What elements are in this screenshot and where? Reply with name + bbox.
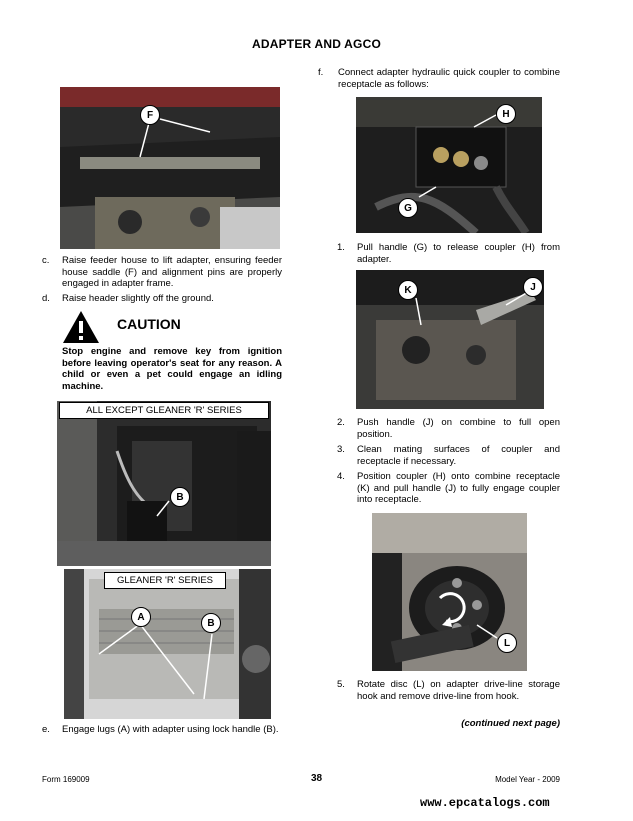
item-4-text: Position coupler (H) onto combine receptacle (K) and pull handle (J) to fully engage coupler into receptacle. [357,471,560,505]
receptacle-handle-illustration [356,270,544,409]
callout-b-top: B [170,487,190,507]
callout-j: J [523,277,543,297]
caution-body: Stop engine and remove key from ignition before leaving operator's seat for any reason. A child or even a pet could engage an idling machine. [62,346,282,392]
callout-k: K [398,280,418,300]
item-1-text: Pull handle (G) to release coupler (H) from adapter. [357,242,560,265]
form-number: Form 169009 [42,775,90,784]
combine-handle-photo [57,401,271,566]
hydraulic-coupler-photo [356,97,542,233]
warning-triangle-icon [62,310,100,344]
callout-a: A [131,607,151,627]
callout-b-bottom: B [201,613,221,633]
feeder-house-illustration [60,87,280,249]
feeder-house-photo [60,87,280,249]
step-e-marker: e. [42,724,50,735]
all-except-gleaner-r-label: ALL EXCEPT GLEANER 'R' SERIES [59,402,269,419]
step-d-marker: d. [42,293,50,304]
continued-next-page: (continued next page) [461,718,560,729]
callout-h: H [496,104,516,124]
model-year: Model Year - 2009 [495,775,560,784]
item-3-text: Clean mating surfaces of coupler and receptacle if necessary. [357,444,560,467]
step-c-marker: c. [42,255,50,266]
callout-l: L [497,633,517,653]
item-4-marker: 4. [337,471,345,482]
receptacle-handle-photo [356,270,544,409]
gleaner-r-illustration [64,569,271,719]
callout-f: F [140,105,160,125]
step-f-text: Connect adapter hydraulic quick coupler to combine receptacle as follows: [338,67,560,90]
step-f-marker: f. [318,67,324,78]
callout-g: G [398,198,418,218]
item-2-marker: 2. [337,417,345,428]
drive-line-disc-photo [372,513,527,671]
gleaner-r-label: GLEANER 'R' SERIES [104,572,226,589]
item-5-marker: 5. [337,679,345,690]
watermark-link[interactable]: www.epcatalogs.com [420,796,550,810]
step-c-text: Raise feeder house to lift adapter, ensuring feeder house saddle (F) and alignment pins are properly engaged in adapter frame. [62,255,282,289]
gleaner-r-photo [64,569,271,719]
item-5-text: Rotate disc (L) on adapter drive-line storage hook and remove drive-line from hook. [357,679,560,702]
step-e-text: Engage lugs (A) with adapter using lock handle (B). [62,724,279,735]
item-2-text: Push handle (J) on combine to full open position. [357,417,560,440]
caution-title: CAUTION [117,316,181,332]
item-1-marker: 1. [337,242,345,253]
page-title: ADAPTER AND AGCO [252,37,381,51]
item-3-marker: 3. [337,444,345,455]
step-d-text: Raise header slightly off the ground. [62,293,214,304]
combine-handle-illustration [57,401,271,566]
page-number: 38 [310,773,323,784]
